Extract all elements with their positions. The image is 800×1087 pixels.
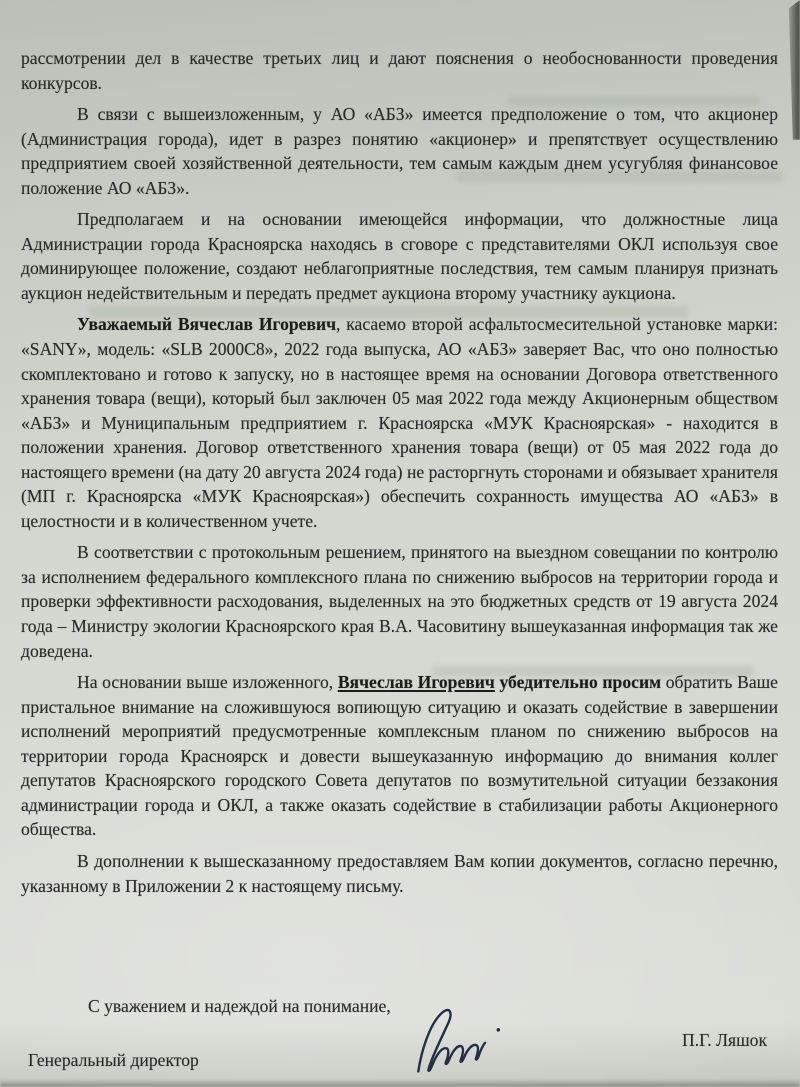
paragraph-text: обратить Ваше пристальное внимание на сложившуюся вопиющую ситуацию и оказать содействие в завершении исполнений мероприятий предусмотренные комплексным планом по снижению выбросов на территории города Красноярск и довести вышеуказанную информацию до внимания коллег депутатов Красноярского городского Совета депутатов по возмутительной ситуации беззакония администрации города и ОКЛ, а также оказать содействие в стабилизации работы Акционерного общества. <box>21 672 778 840</box>
paragraph-shareholder-assumption <box>21 102 778 200</box>
paragraph-request <box>21 670 778 842</box>
salutation-bold: Уважаемый Вячеслав Игоревич <box>77 314 337 335</box>
paragraph-text: На основании выше изложенного, <box>77 672 338 693</box>
paragraph-text: В связи с вышеизложенным, у АО «АБЗ» имеется предположение о том, что акционер (Администрация города), идет в разрез понятию «акционер» и препятствует осуществлению предприятием своей хозяйственной деятельности, тем самым каждым днем усугубляя финансовое положение АО «АБЗ». <box>21 104 778 198</box>
paragraph-text: , касаемо второй асфальтосмесительной установке марки: «SANY», модель: «SLB 2000C8», 2022 года выпуска, АО «АБЗ» заверяет Вас, что оно полностью скомплектовано и готово к запуску, но в настоящее время на основании Договора ответственного хранения товара (вещи), который был заключен 05 мая 2022 года между Акционерным обществом «АБЗ» и Муниципальным предприятием г. Красноярска «МУК Красноярская» - находится в положении хранения. Договор ответственного хранения товара (вещи) от 05 мая 2022 года до настоящего времени (на дату 20 августа 2024 года) не расторгнуть сторонами и обязывает хранителя (МП г. Красноярска «МУК Красноярская») обеспечить сохранность имущества АО «АБЗ» в целостности и в количественном учете. <box>21 314 778 531</box>
paragraph-continuation <box>21 46 778 95</box>
request-emphasis: убедительно просим <box>494 672 662 693</box>
closing-line: С уважением и надеждой на понимание, <box>88 996 391 1016</box>
signature-handwriting <box>399 991 538 1082</box>
paper-edge-shadow <box>784 0 800 140</box>
addressee-name-underlined: Вячеслав Игоревич <box>337 672 495 693</box>
paragraph-collusion-claim <box>21 207 778 305</box>
paragraph-attachments <box>21 849 778 898</box>
paragraph-text: В соответствии с протокольным решением, принятого на выездном совещании по контролю за исполнением федерального комплексного плана по снижению выбросов на территории города и проверки эффективности расходования, выделенных на это бюджетных средств от 19 августа 2024 года – Министру экологии Красноярского края В.А. Часовитину вышеуказанная информация так же доведена. <box>21 542 778 661</box>
signer-title: Генеральный директор <box>28 1050 199 1070</box>
letter-body <box>21 46 778 905</box>
paragraph-text: В дополнении к вышесказанному предоставляем Вам копии документов, согласно перечню, указанному в Приложении 2 к настоящему письму. <box>21 850 778 896</box>
paragraph-text: рассмотрении дел в качестве третьих лиц и дают пояснения о необоснованности проведения конкурсов. <box>21 48 778 93</box>
paragraph-plant-storage <box>21 312 778 533</box>
paragraph-protocol-decision <box>21 540 778 663</box>
signer-name: П.Г. Ляшок <box>682 1030 768 1050</box>
signature-dot <box>496 1028 500 1032</box>
paper-bottom-shadow <box>0 1079 800 1087</box>
paragraph-text: Предполагаем и на основании имеющейся информации, что должностные лица Администрации города Красноярска находясь в сговоре с представителями ОКЛ используя свое доминирующее положение, создают неблагоприятные последствия, тем самым планируя признать аукцион недействительным и передать предмет аукциона второму участнику аукциона. <box>21 209 778 303</box>
